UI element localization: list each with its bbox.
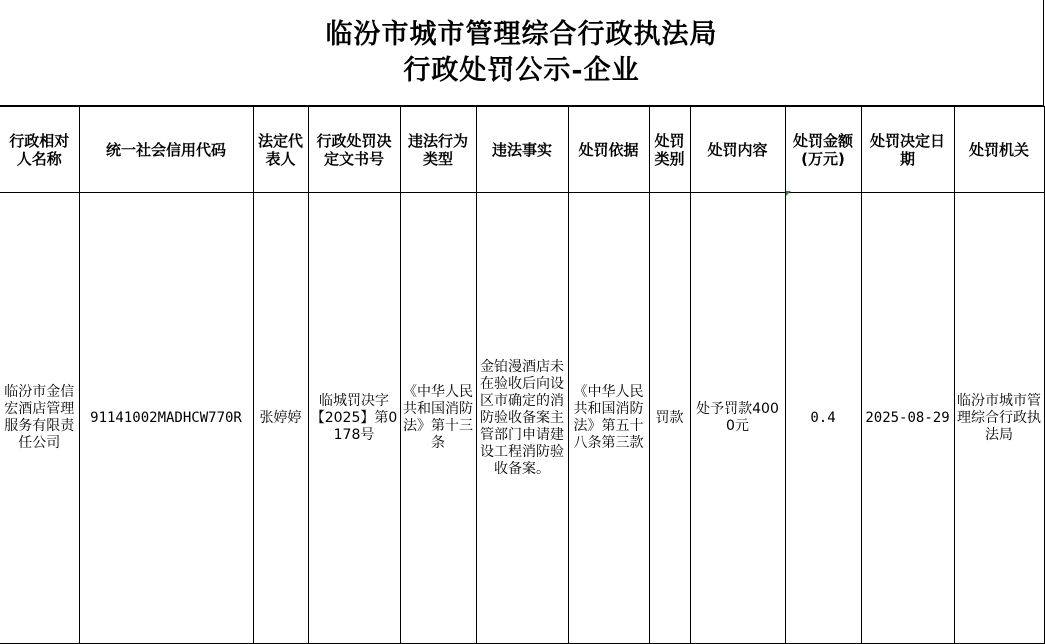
header-cell-authority[interactable]: 处罚机关 xyxy=(954,107,1044,193)
header-cell-date[interactable]: 处罚决定日期 xyxy=(861,107,954,193)
cell-legal-rep[interactable]: 张婷婷 xyxy=(253,193,308,644)
header-cell-credit-code[interactable]: 统一社会信用代码 xyxy=(79,107,253,193)
cell-doc-no[interactable]: 临城罚决字【2025】第0178号 xyxy=(308,193,400,644)
header-cell-violation-type[interactable]: 违法行为类型 xyxy=(400,107,476,193)
cell-content[interactable]: 处予罚款4000元 xyxy=(690,193,785,644)
penalty-table xyxy=(0,106,1045,644)
cell-category[interactable]: 罚款 xyxy=(649,193,690,644)
cell-basis[interactable]: 《中华人民共和国消防法》第五十八条第三款 xyxy=(568,193,649,644)
header-cell-facts[interactable]: 违法事实 xyxy=(476,107,568,193)
title-sub: 行政处罚公示-企业 xyxy=(403,54,640,86)
header-cell-category[interactable]: 处罚类别 xyxy=(649,107,690,193)
header-cell-legal-rep[interactable]: 法定代表人 xyxy=(253,107,308,193)
cell-name[interactable]: 临汾市金信宏酒店管理服务有限责任公司 xyxy=(0,193,79,644)
cell-facts[interactable]: 金铂漫酒店未在验收后向设区市确定的消防验收备案主管部门申请建设工程消防验收备案。 xyxy=(476,193,568,644)
cell-date[interactable]: 2025-08-29 xyxy=(861,193,954,644)
header-cell-doc-no[interactable]: 行政处罚决定文书号 xyxy=(308,107,400,193)
header-cell-content[interactable]: 处罚内容 xyxy=(690,107,785,193)
cell-violation-type[interactable]: 《中华人民共和国消防法》第十三条 xyxy=(400,193,476,644)
title-block xyxy=(0,0,1044,106)
header-cell-amount[interactable]: 处罚金额(万元) xyxy=(785,107,861,193)
cell-comment-marker-icon xyxy=(786,191,791,196)
table-row xyxy=(0,193,1044,644)
header-cell-name[interactable]: 行政相对人名称 xyxy=(0,107,79,193)
cell-amount[interactable]: 0.4 xyxy=(785,193,861,644)
cell-authority[interactable]: 临汾市城市管理综合行政执法局 xyxy=(954,193,1044,644)
header-row xyxy=(0,107,1044,193)
header-cell-basis[interactable]: 处罚依据 xyxy=(568,107,649,193)
title-main: 临汾市城市管理综合行政执法局 xyxy=(325,18,718,50)
cell-credit-code[interactable]: 91141002MADHCW770R xyxy=(79,193,253,644)
